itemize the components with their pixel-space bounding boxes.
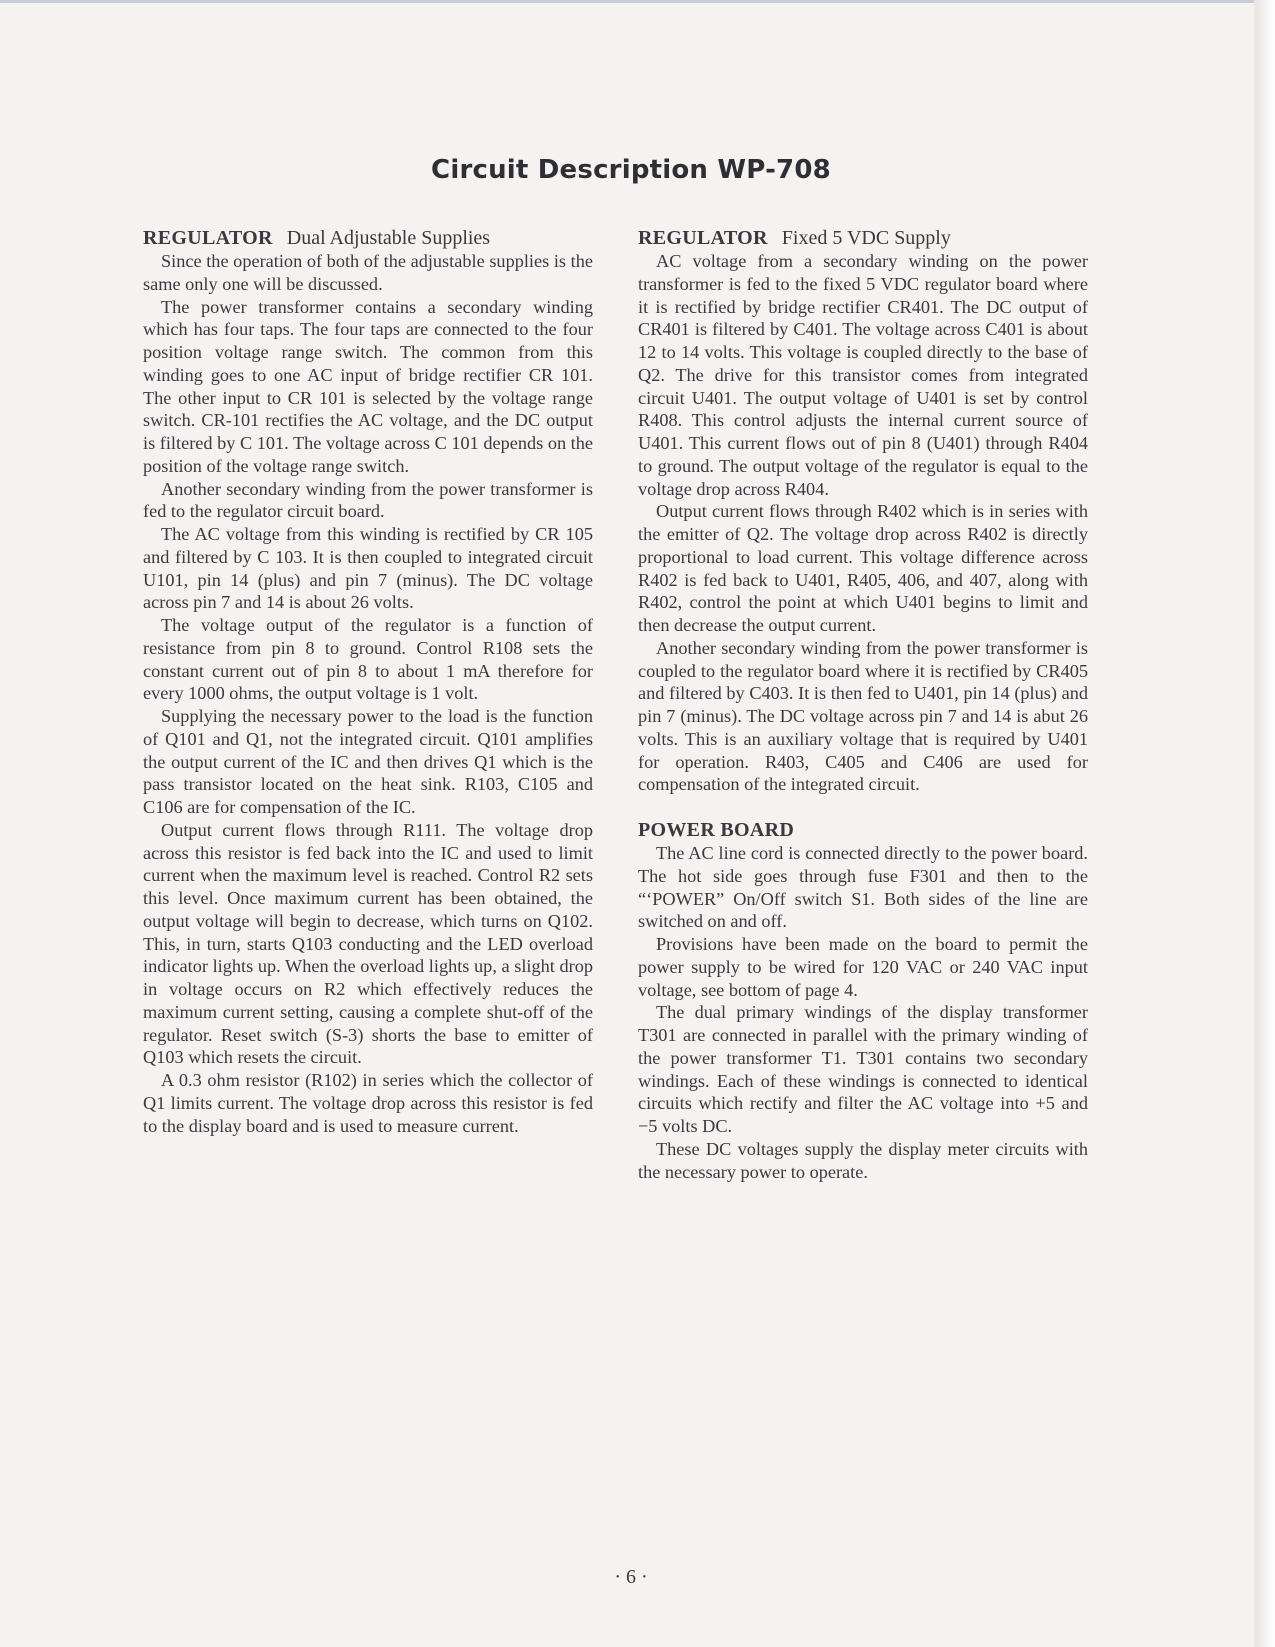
paragraph: The power transformer contains a secondary winding which has four taps. The four taps are connected to the four position voltage range switch. The common from this winding goes to one AC input of bridge rectifier CR 101. The other input to CR 101 is selected by the voltage range switch. CR-101 rectifies the AC voltage, and the DC output is filtered by C 101. The voltage across C 101 depends on the position of the voltage range switch. bbox=[143, 296, 594, 476]
page-number: · 6 · bbox=[614, 1566, 648, 1588]
paragraph: The dual primary windings of the display transformer T301 are connected in parallel with the primary winding of the power transformer T1. T301 contains two secondary windings. Each of these windings is connected to identical circuits which rectify and filter the AC voltage into +5 and −5 volts DC. bbox=[638, 1002, 1088, 1136]
paragraph: Output current flows through R111. The voltage drop across this resistor is fed back into the IC and used to limit current when the maximum level is reached. Control R2 sets this level. Once maximum current has been obtained, the output voltage will begin to decrease, which turns on Q102. This, in turn, starts Q103 conducting and the LED overload indicator lights up. When the overload lights up, a slight drop in voltage occurs on R2 which effectively reduces the maximum current setting, causing a complete shut-off of the regulator. Reset switch (S-3) shorts the base to emitter of Q103 which resets the circuit. bbox=[143, 819, 593, 1068]
section-heading-power-board bbox=[638, 818, 1088, 842]
paragraph: Supplying the necessary power to the load is the function of Q101 and Q1, not the integrated circuit. Q101 amplifies the output current of the IC and then drives Q1 which is the pass transistor located on the heat sink. R103, C105 and C106 are for compensation of the IC. bbox=[143, 706, 593, 817]
right-column bbox=[638, 226, 1088, 1183]
paragraph: The AC line cord is connected directly to the power board. The hot side goes through fuse F301 and then to the “‘POWER” On/Off switch S1. Both sides of the line are switched on and off. bbox=[638, 843, 1088, 932]
paragraph: Another secondary winding from the power transformer is coupled to the regulator board where it is rectified by CR405 and filtered by C403. It is then fed to U401, pin 14 (plus) and pin 7 (minus). The DC voltage across pin 7 and 14 is abut 26 volts. This is an auxiliary voltage that is required by U401 for operation. R403, C405 and C406 are used for compensation of the integrated circuit. bbox=[638, 637, 1088, 795]
page-edge bbox=[1254, 0, 1275, 1647]
section-subtitle: Fixed 5 VDC Supply bbox=[781, 227, 951, 249]
paragraph: AC voltage from a secondary winding on the power transformer is fed to the fixed 5 VDC regulator board where it is rectified by bridge rectifier CR401. The DC output of CR401 is filtered by C401. The voltage across C401 is about 12 to 14 volts. This voltage is coupled directly to the base of Q2. The drive for this transistor comes from integrated circuit U401. The output voltage of U401 is set by control R408. This control adjusts the internal current source of U401. This current flows out of pin 8 (U401) through R404 to ground. The output voltage of the regulator is equal to the voltage drop across R404. bbox=[638, 251, 1088, 499]
left-column bbox=[143, 226, 593, 1137]
section-keyword: REGULATOR bbox=[143, 227, 273, 249]
paragraph: Provisions have been made on the board to permit the power supply to be wired for 120 VAC or 240 VAC input voltage, see bottom of page 4. bbox=[638, 934, 1088, 1000]
paragraph: Another secondary winding from the power transformer is fed to the regulator circuit board. bbox=[143, 478, 593, 522]
paragraph: A 0.3 ohm resistor (R102) in series which the collector of Q1 limits current. The voltage drop across this resistor is fed to the display board and is used to measure current. bbox=[143, 1070, 593, 1136]
paragraph: Output current flows through R402 which is in series with the emitter of Q2. The voltage drop across R402 is directly proportional to load current. This voltage difference across R402 is fed back to U401, R405, 406, and 407, along with R402, control the point at which U401 begins to limit and then decrease the output current. bbox=[638, 501, 1088, 635]
section-keyword: REGULATOR bbox=[638, 227, 768, 249]
section-heading-fixed-5vdc bbox=[638, 226, 1088, 250]
paragraph: These DC voltages supply the display meter circuits with the necessary power to operate. bbox=[638, 1138, 1088, 1182]
section-keyword: POWER BOARD bbox=[638, 819, 795, 841]
paragraph: Since the operation of both of the adjustable supplies is the same only one will be discussed. bbox=[143, 251, 593, 294]
page-title: Circuit Description WP-708 bbox=[431, 155, 831, 185]
section-subtitle: Dual Adjustable Supplies bbox=[286, 227, 491, 249]
section-heading-dual-adjustable bbox=[143, 226, 593, 250]
paragraph: The AC voltage from this winding is rectified by CR 105 and filtered by C 103. It is then coupled to integrated circuit U101, pin 14 (plus) and pin 7 (minus). The DC voltage across pin 7 and 14 is about 26 volts. bbox=[143, 524, 593, 613]
top-rule bbox=[0, 0, 1262, 3]
paragraph: The voltage output of the regulator is a function of resistance from pin 8 to ground. Control R108 sets the constant current out of pin 8 to about 1 mA therefore for every 1000 ohms, the output voltage is 1 volt. bbox=[143, 615, 593, 704]
